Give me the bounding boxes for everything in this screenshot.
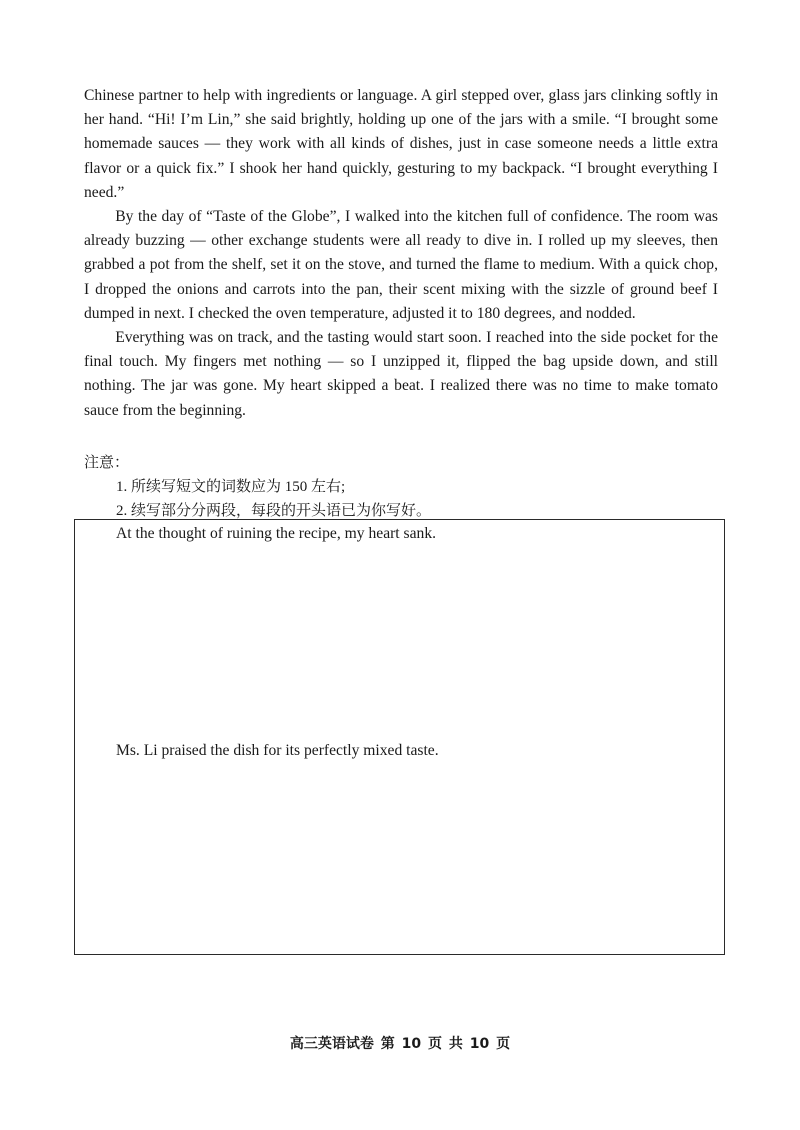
paragraph-2-opening-sentence: Ms. Li praised the dish for its perfectly mixed taste.	[116, 742, 439, 759]
reading-passage	[84, 84, 718, 423]
notes-item-paragraphs: 2. 续写部分分两段，每段的开头语已为你写好。	[116, 503, 432, 519]
instructions-notes	[84, 451, 724, 523]
passage-paragraph-3: Everything was on track, and the tasting would start soon. I reached into the side pocket for the final touch. My fingers met nothing — so I unzipped it, flipped the bag upside down, and still nothing. The jar was gone. My heart skipped a beat. I realized there was no time to make tomato sauce from the beginning.	[84, 329, 718, 419]
answer-writing-box[interactable]	[74, 519, 725, 955]
passage-paragraph-2: By the day of “Taste of the Globe”, I walked into the kitchen full of confidence. The room was already buzzing — other exchange students were all ready to dive in. I rolled up my sleeves, then grabbed a pot from the shelf, set it on the stove, and turned the flame to medium. With a quick chop, I dropped the onions and carrots into the pan, their scent mixing with the sizzle of ground beef I dumped in next. I checked the oven temperature, adjusted it to 180 degrees, and nodded.	[84, 208, 718, 322]
notes-heading: 注意：	[84, 455, 130, 471]
page-footer: 高三英语试卷 第 10 页 共 10 页	[289, 1036, 511, 1052]
paragraph-1-opening-sentence: At the thought of ruining the recipe, my heart sank.	[116, 525, 437, 542]
passage-paragraph-1: Chinese partner to help with ingredients or language. A girl stepped over, glass jars clinking softly in her hand. “Hi! I’m Lin,” she said brightly, holding up one of the jars with a smile. “I brought some homemade sauces — they work with all kinds of dishes, just in case someone needs a little extra flavor or a quick fix.” I shook her hand quickly, gesturing to my backpack. “I brought everything I need.”	[84, 87, 718, 201]
notes-item-word-count: 1. 所续写短文的词数应为 150 左右;	[116, 479, 346, 495]
